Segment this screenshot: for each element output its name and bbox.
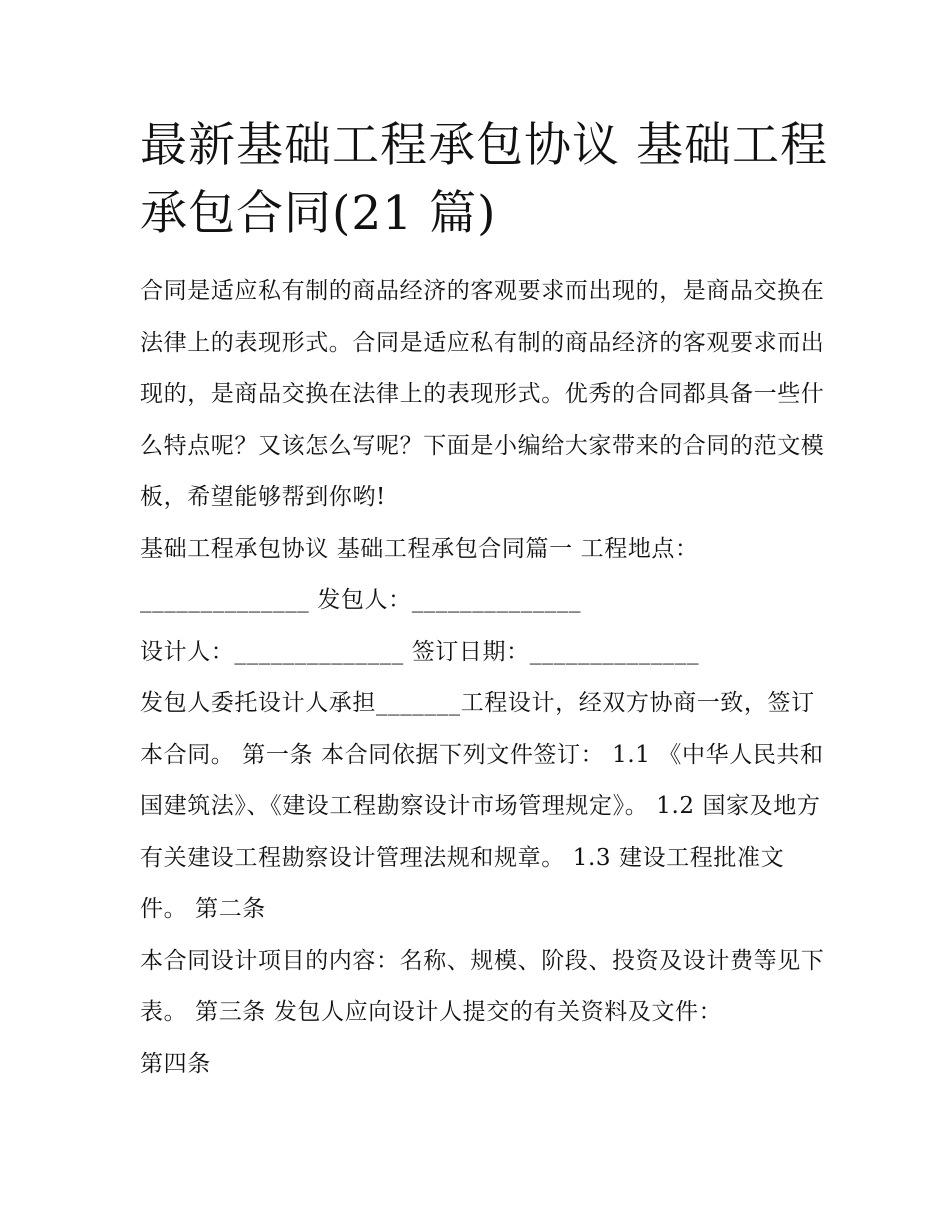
article-four-paragraph: 第四条 <box>140 1050 211 1077</box>
document-page <box>140 112 830 1090</box>
section-heading-paragraph: 基础工程承包协议 基础工程承包合同篇一 工程地点： <box>140 535 699 562</box>
designer-date-line: 设计人：______________ 签订日期：______________ <box>140 638 700 665</box>
article-one-paragraph: 发包人委托设计人承担_______工程设计，经双方协商一致，签订本合同。 第一条 本合同依据下列文件签订： 1.1 《中华人民共和国建筑法》、《建设工程勘察设计市场管理规定》。 1.2 国家及地方有关建设工程勘察设计管理法规和规章。 1.3 建设工程批准文件。 第二条 <box>140 690 824 922</box>
article-two-paragraph: 本合同设计项目的内容：名称、规模、阶段、投资及设计费等见下表。 第三条 发包人应向设计人提交的有关资料及文件： <box>140 947 825 1025</box>
intro-paragraph: 合同是适应私有制的商品经济的客观要求而出现的，是商品交换在法律上的表现形式。合同是适应私有制的商品经济的客观要求而出现的，是商品交换在法律上的表现形式。优秀的合同都具备一些什么特点呢？又该怎么写呢？下面是小编给大家带来的合同的范文模板，希望能够帮到你哟! <box>140 278 825 510</box>
document-title: 最新基础工程承包协议 基础工程承包合同(21 篇) <box>140 118 828 241</box>
issuer-blank-line: ______________ 发包人：______________ <box>140 587 582 613</box>
